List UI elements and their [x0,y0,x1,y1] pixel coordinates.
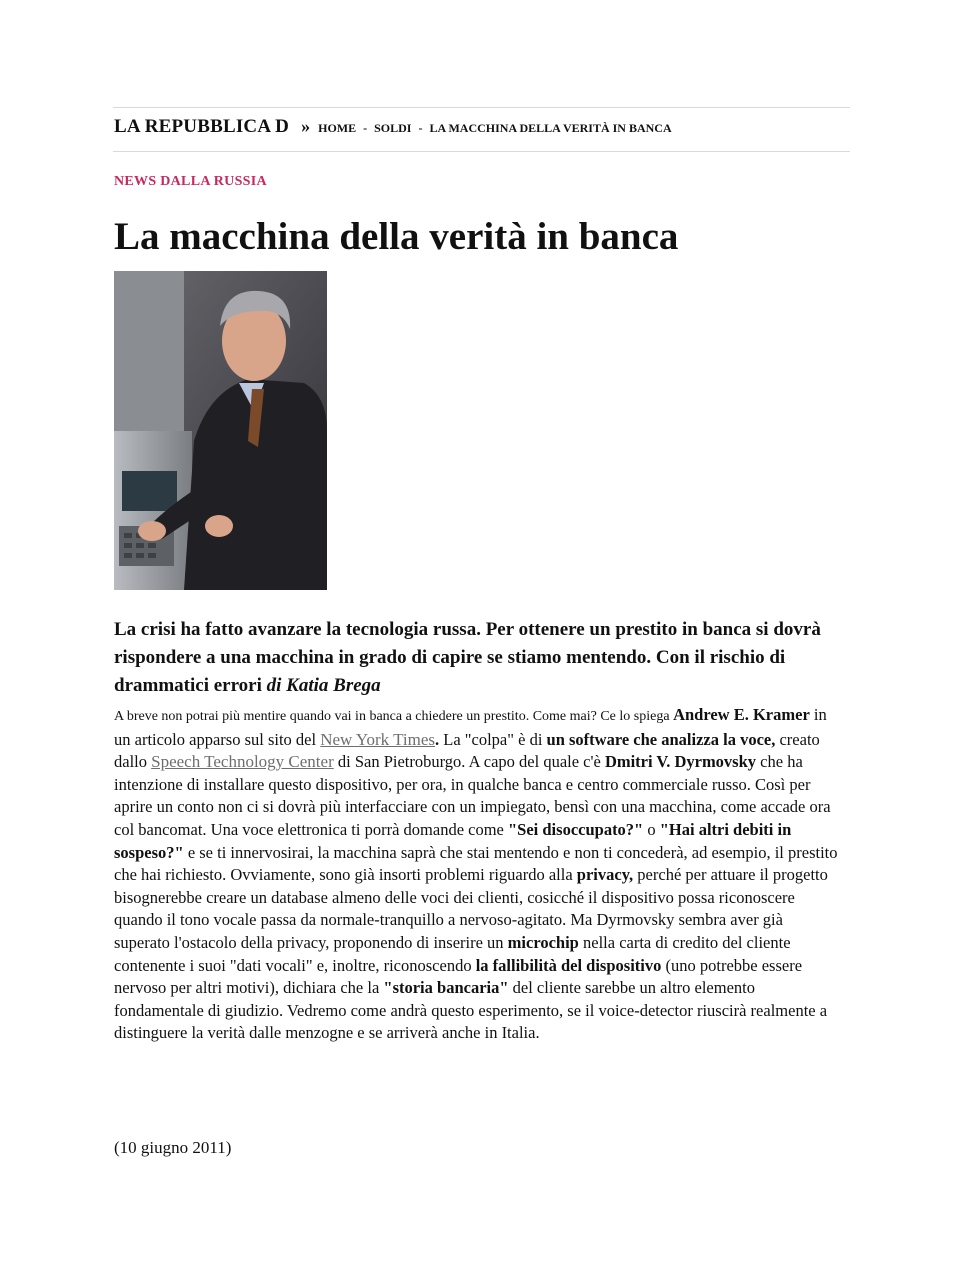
breadcrumb-dash: - [363,121,368,135]
article-body: A breve non potrai più mentire quando vai in banca a chiedere un prestito. Come mai? Ce lo spiega Andrew E. Kramer in un articolo apparso sul sito del New York Times. La "colpa" è di un software che analizza la voce, creato dallo Speech Technology Center di San Pietroburgo. A capo del quale c'è Dmitri V. Dyrmovsky che ha intenzione di installare questo dispositivo, per ora, in qualche banca e centro commerciale russo. Così per aprire un conto non ci si dovrà più interfacciare con un impiegato, bensì con una macchina, come accade ora col bancomat. Una voce elettronica ti porrà domande come "Sei disoccupato?" o "Hai altri debiti in sospeso?" e se ti innervosirai, la macchina saprà che stai mentendo e non ti concederà, ad esempio, il prestito che hai richiesto. Ovviamente, sono già insorti problemi riguardo alla privacy, perché per attuare il progetto bisognerebbe creare un database almeno delle voci dei clienti, cosicché il dispositivo possa riconoscere quando il tono vocale passa da normale-tranquillo a nervoso-agitato. Ma Dyrmovsky sembra aver già superato l'ostacolo della privacy, proponendo di inserire un microchip nella carta di credito del cliente contenente i suoi "dati vocali" e, inoltre, riconoscendo la fallibilità del dispositivo (uno potrebbe essere nervoso per altri motivi), dichiara che la "storia bancaria" del cliente sarebbe un altro elemento fondamentale di giudizio. Vedremo come andrà questo esperimento, se il voice-detector riuscirà realmente a distinguere la verità dalle menzogne e se arriverà anche in Italia. [114,705,838,1043]
header-bottom-rule [113,151,850,152]
article-lead [114,616,834,700]
lead-text: La crisi ha fatto avanzare la tecnologia russa. Per ottenere un prestito in banca si dovrà rispondere a una macchina in grado di capire se stiamo mentendo. Con il rischio di drammatici errori [114,619,821,696]
brand-link[interactable]: LA REPUBBLICA D [114,116,290,137]
breadcrumb-separator: » [301,116,311,136]
section-label[interactable]: NEWS DALLA RUSSIA [114,174,267,189]
speech-technology-center-link[interactable]: Speech Technology Center [151,752,334,772]
breadcrumb [114,116,672,138]
breadcrumb-current: LA MACCHINA DELLA VERITÀ IN BANCA [429,121,672,135]
dyrmovsky-name: Dmitri V. Dyrmovsky [604,752,757,772]
breadcrumb-dash: - [418,121,423,135]
article-photo [114,271,327,590]
article-date: (10 giugno 2011) [114,1138,232,1157]
author-name: Andrew E. Kramer [673,705,810,724]
article-title: La macchina della verità in banca [114,215,679,258]
breadcrumb-home[interactable]: HOME [318,121,357,135]
new-york-times-link[interactable]: New York Times [320,729,436,749]
breadcrumb-soldi[interactable]: SOLDI [374,121,412,135]
byline: di Katia Brega [266,675,381,696]
header-top-rule [113,107,850,108]
